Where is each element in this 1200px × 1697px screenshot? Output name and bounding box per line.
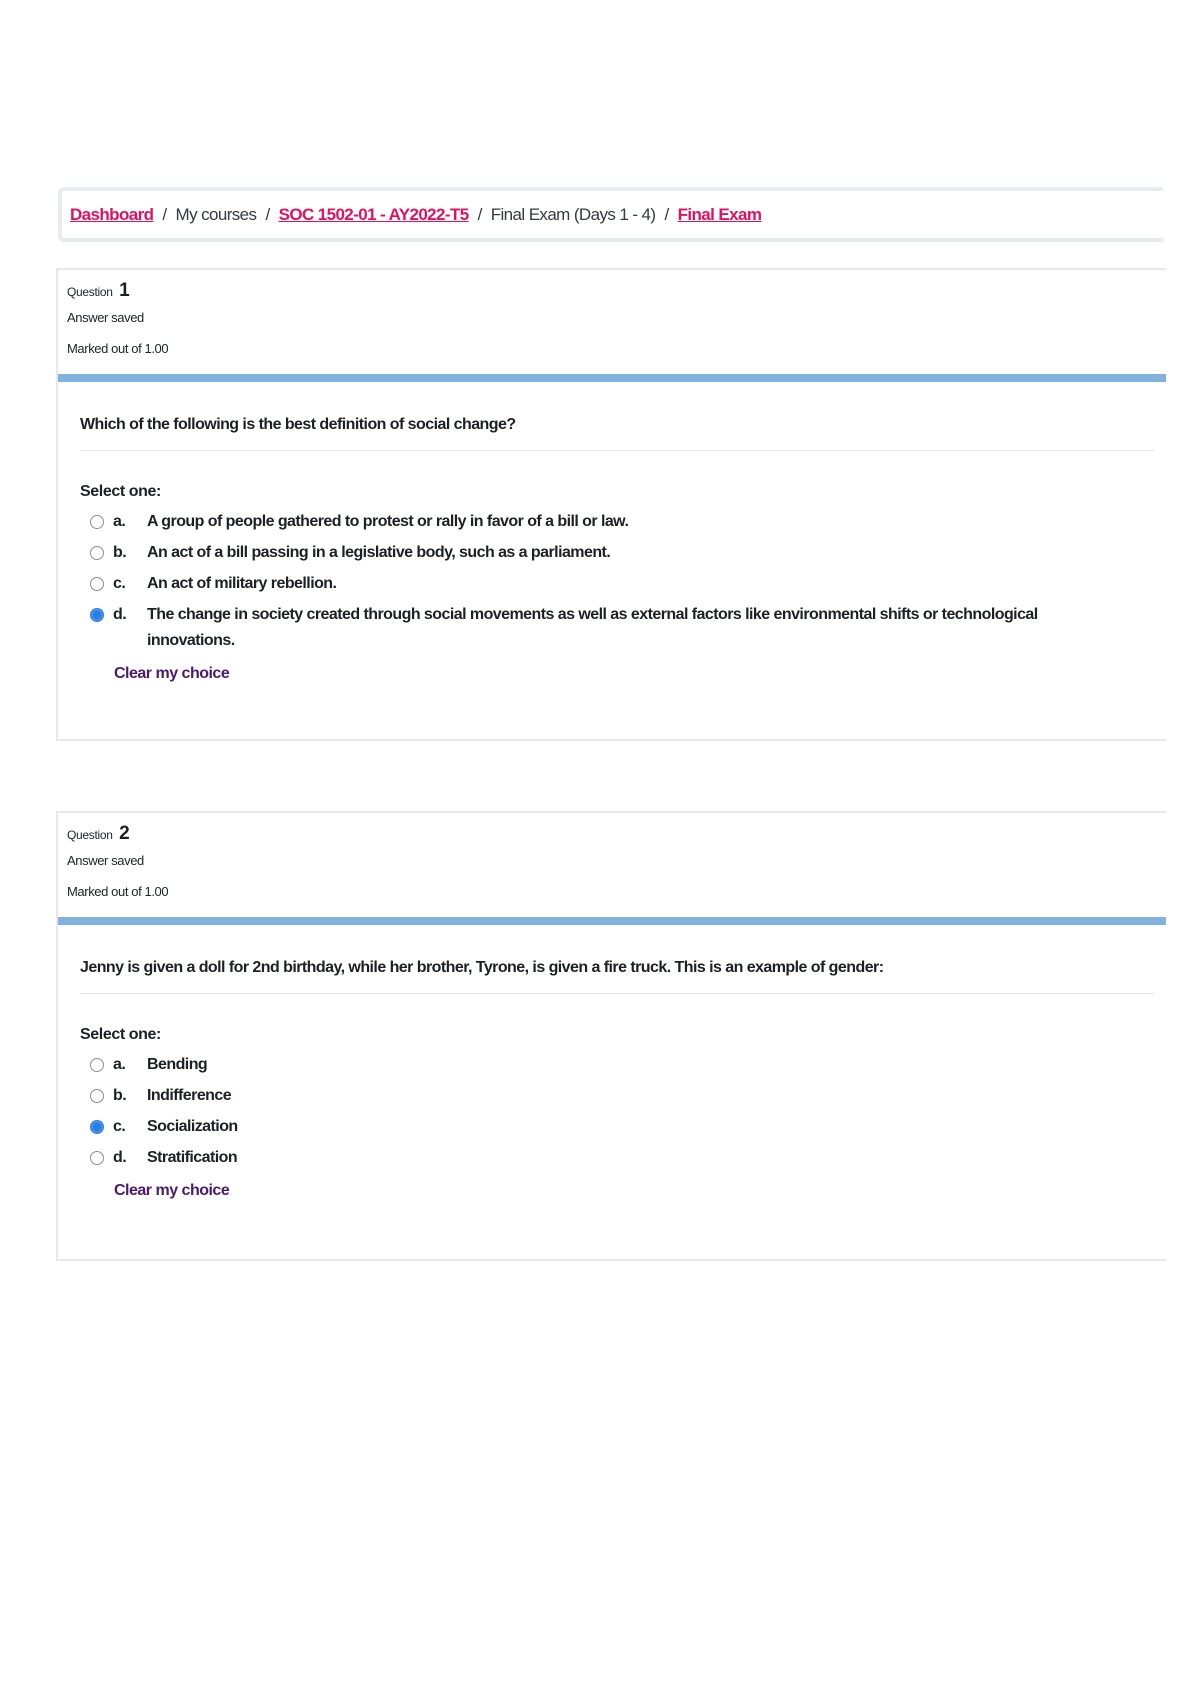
option-text[interactable]: Socialization — [147, 1118, 238, 1135]
radio-button-selected[interactable] — [90, 608, 104, 622]
answer-option-d[interactable] — [80, 1145, 1166, 1171]
clear-choice-link[interactable]: Clear my choice — [114, 665, 230, 682]
option-letter: c. — [113, 575, 126, 592]
radio-button[interactable] — [90, 1151, 104, 1165]
option-letter: c. — [113, 1118, 126, 1135]
question-card — [56, 268, 1166, 741]
option-text[interactable]: Indifference — [147, 1087, 232, 1104]
breadcrumb-final-exam-link[interactable]: Final Exam — [677, 204, 762, 224]
breadcrumb-separator: / — [477, 204, 482, 224]
question-number-value: 2 — [119, 823, 130, 844]
question-number — [67, 823, 1166, 845]
question-text: Jenny is given a doll for 2nd birthday, while her brother, Tyrone, is given a fire truck. This is an example of gender: — [80, 959, 1154, 994]
question-state: Answer saved — [67, 853, 144, 868]
option-text[interactable]: The change in society created through social movements as well as external factors like environmental shifts or technological innovations. — [147, 606, 1038, 649]
question-info — [58, 270, 1166, 374]
breadcrumb-dashboard-link[interactable]: Dashboard — [70, 204, 154, 224]
breadcrumb-course-link[interactable]: SOC 1502-01 - AY2022-T5 — [278, 204, 469, 224]
question-divider-bar — [58, 374, 1166, 382]
option-text[interactable]: Stratification — [147, 1149, 238, 1166]
question-label: Question — [67, 285, 113, 299]
question-state: Answer saved — [67, 310, 144, 325]
question-text: Which of the following is the best definition of social change? — [80, 416, 1154, 451]
question-card — [56, 811, 1166, 1261]
option-text[interactable]: Bending — [147, 1056, 208, 1073]
radio-button[interactable] — [90, 515, 104, 529]
option-letter: a. — [113, 1056, 126, 1073]
option-letter: b. — [113, 1087, 127, 1104]
question-grade: Marked out of 1.00 — [67, 884, 169, 899]
breadcrumb-separator: / — [664, 204, 669, 224]
question-number — [67, 280, 1166, 302]
answer-option-a[interactable] — [80, 1052, 1166, 1078]
option-text[interactable]: A group of people gathered to protest or rally in favor of a bill or law. — [147, 513, 629, 530]
answer-options — [80, 1052, 1166, 1171]
option-text[interactable]: An act of a bill passing in a legislative body, such as a parliament. — [147, 544, 611, 561]
select-one-prompt: Select one: — [80, 483, 161, 500]
option-letter: d. — [113, 606, 127, 623]
answer-option-d[interactable] — [80, 602, 1166, 654]
answer-options — [80, 509, 1166, 654]
breadcrumb-my-courses: My courses — [175, 204, 257, 224]
question-info — [58, 813, 1166, 917]
breadcrumb — [58, 187, 1163, 242]
answer-option-c[interactable] — [80, 1114, 1166, 1140]
radio-button[interactable] — [90, 1058, 104, 1072]
question-grade: Marked out of 1.00 — [67, 341, 169, 356]
select-one-prompt: Select one: — [80, 1026, 161, 1043]
answer-option-b[interactable] — [80, 540, 1166, 566]
option-letter: d. — [113, 1149, 127, 1166]
breadcrumb-section: Final Exam (Days 1 - 4) — [490, 204, 656, 224]
question-number-value: 1 — [119, 280, 130, 301]
radio-button-selected[interactable] — [90, 1120, 104, 1134]
option-text[interactable]: An act of military rebellion. — [147, 575, 337, 592]
option-letter: b. — [113, 544, 127, 561]
answer-option-a[interactable] — [80, 509, 1166, 535]
question-label: Question — [67, 828, 113, 842]
breadcrumb-separator: / — [162, 204, 167, 224]
radio-button[interactable] — [90, 1089, 104, 1103]
option-letter: a. — [113, 513, 126, 530]
question-content — [58, 382, 1166, 683]
question-content — [58, 925, 1166, 1200]
radio-button[interactable] — [90, 546, 104, 560]
answer-option-b[interactable] — [80, 1083, 1166, 1109]
question-divider-bar — [58, 917, 1166, 925]
answer-option-c[interactable] — [80, 571, 1166, 597]
radio-button[interactable] — [90, 577, 104, 591]
breadcrumb-separator: / — [265, 204, 270, 224]
clear-choice-link[interactable]: Clear my choice — [114, 1182, 230, 1199]
